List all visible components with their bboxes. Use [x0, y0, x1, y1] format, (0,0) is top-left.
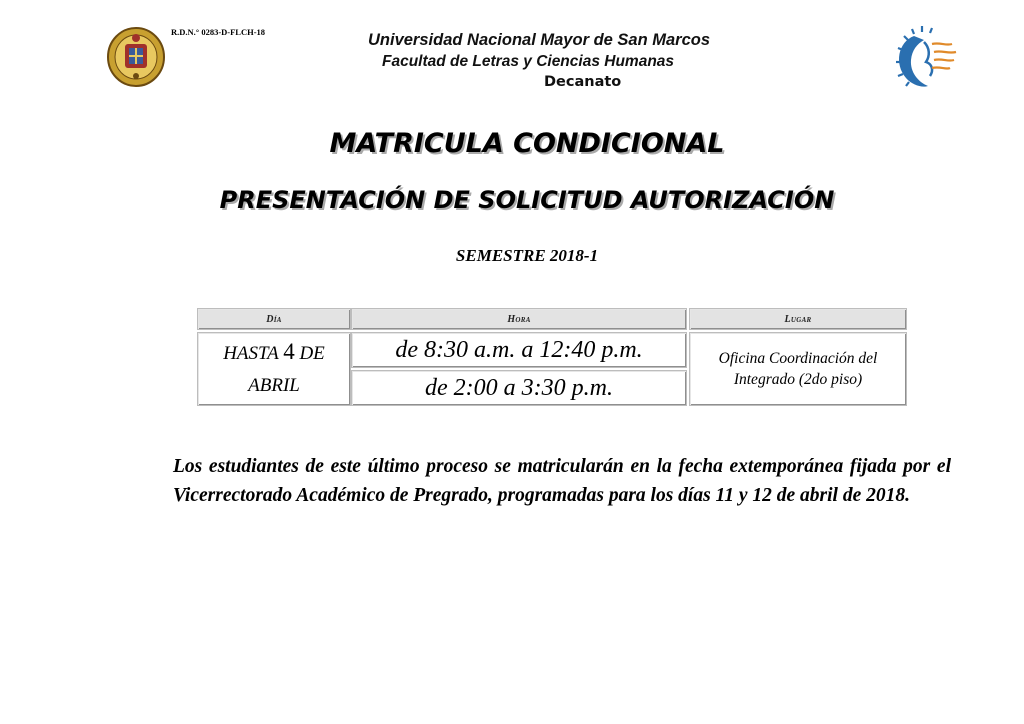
hour-afternoon: de 2:00 a 3:30 p.m. — [425, 374, 613, 401]
faculty-name: Facultad de Letras y Ciencias Humanas — [382, 53, 675, 70]
hour-cell-morning — [351, 332, 687, 368]
semester-label: SEMESTRE 2018-1 — [455, 246, 599, 265]
faculty-logo-icon — [884, 22, 964, 94]
office-name: Decanato — [544, 74, 622, 90]
place-line-1: Oficina Coordinación del — [718, 350, 878, 367]
header-place-label: Lugar — [784, 313, 812, 325]
day-cell — [197, 332, 351, 406]
day-month: ABRIL — [248, 375, 300, 396]
place-cell — [689, 332, 907, 406]
hour-morning: de 8:30 a.m. a 12:40 p.m. — [395, 336, 643, 363]
day-de: DE — [299, 343, 325, 364]
place-line-2: Integrado (2do piso) — [733, 371, 863, 388]
main-title: MATRICULA CONDICIONAL — [329, 128, 725, 159]
header-hour — [351, 308, 687, 330]
header-day — [197, 308, 351, 330]
rdn-code: R.D.N.° 0283-D-FLCH-18 — [171, 27, 266, 37]
university-name: Universidad Nacional Mayor de San Marcos — [368, 31, 711, 49]
day-line-1 — [223, 336, 325, 370]
subtitle: PRESENTACIÓN DE SOLICITUD AUTORIZACIÓN — [219, 186, 835, 214]
day-number: 4 — [283, 339, 295, 364]
schedule-table — [193, 304, 911, 410]
header-day-label: Día — [266, 313, 282, 325]
university-seal-icon — [106, 26, 166, 88]
header-hour-label: Hora — [507, 313, 531, 325]
header-place — [689, 308, 907, 330]
hour-cell-afternoon — [351, 370, 687, 406]
day-prefix: HASTA — [223, 343, 279, 364]
body-paragraph: Los estudiantes de este último proceso se matricularán en la fecha extemporánea fijada por el Vicerrectorado Académico de Pregrado, programadas para los días 11 y 12 de abril de 2018. — [173, 456, 951, 506]
